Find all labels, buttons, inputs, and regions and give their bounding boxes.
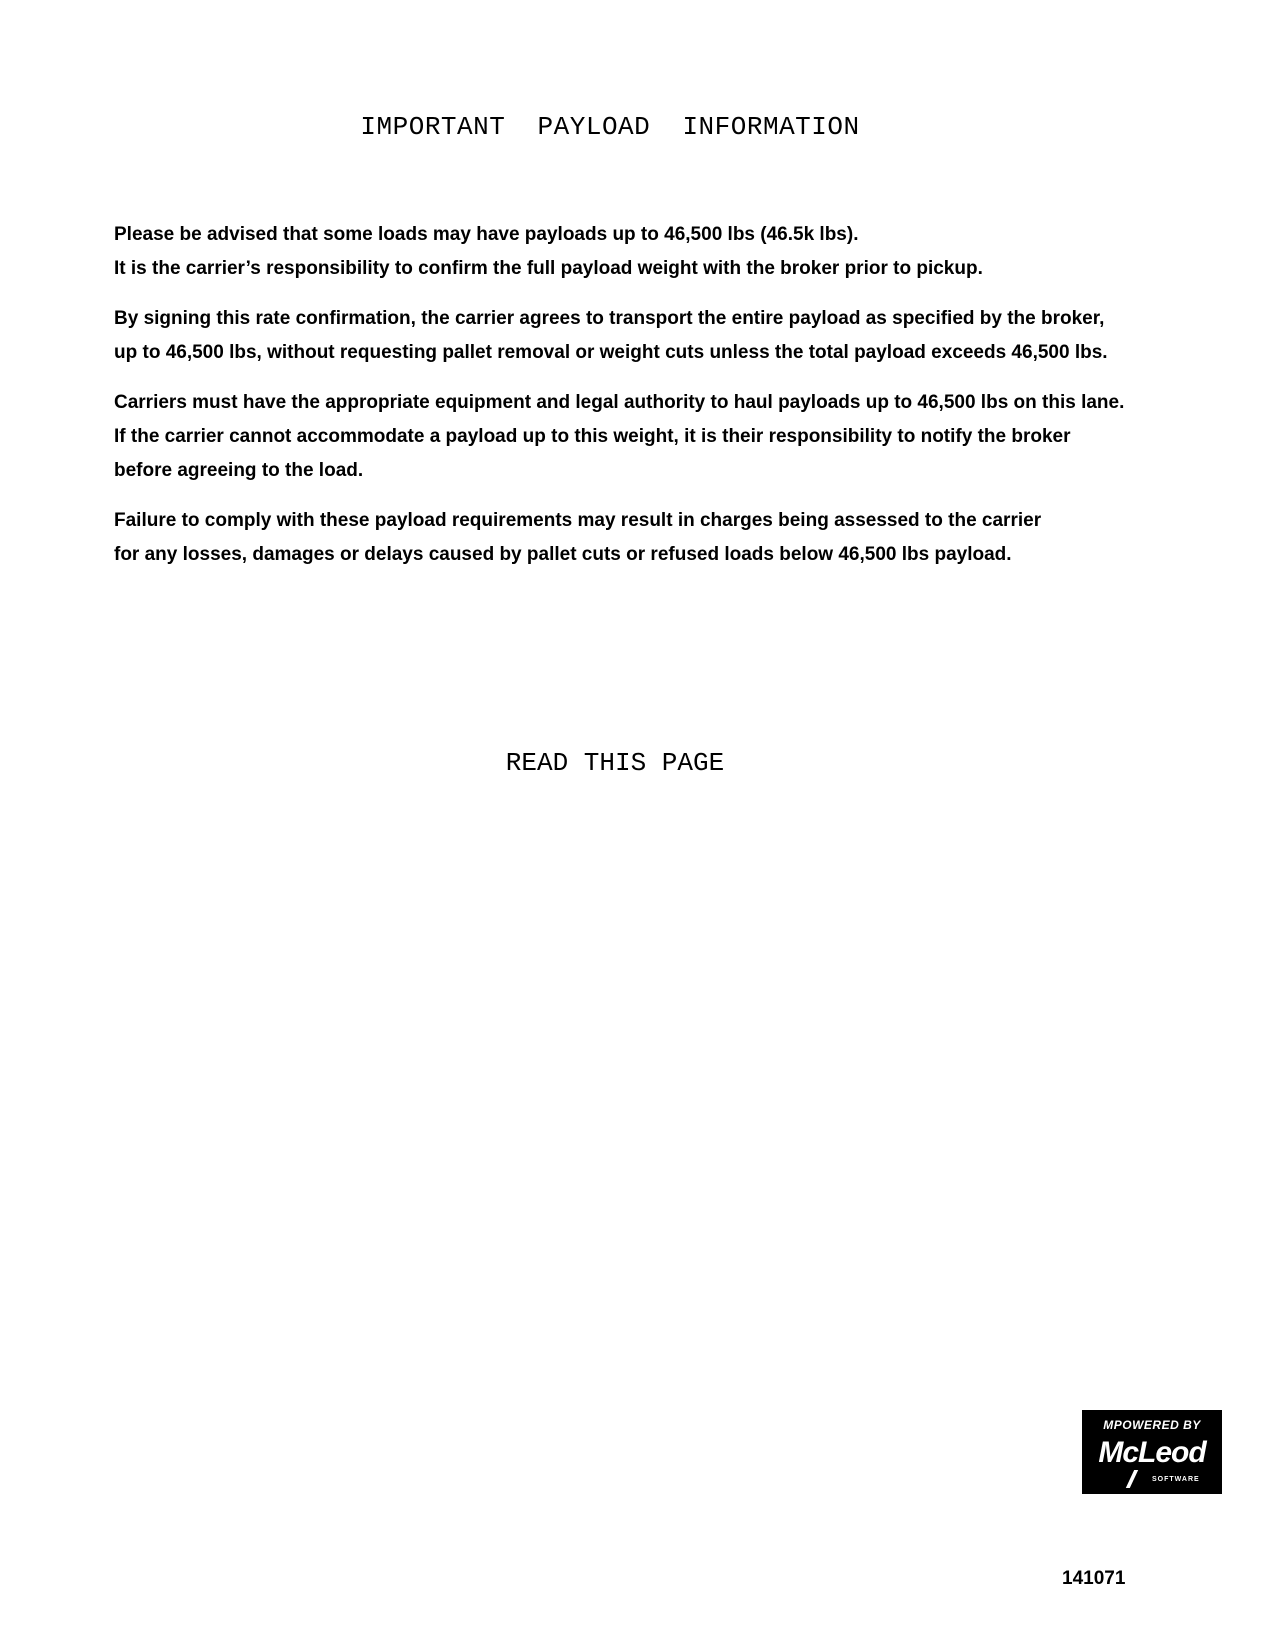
paragraph-line: If the carrier cannot accommodate a payload up to this weight, it is their responsibility to notify the broker [114,426,1071,447]
logo-brand: McLeod [1098,1436,1206,1469]
paragraph-equipment [114,386,1224,488]
paragraph-line: before agreeing to the load. [114,460,364,481]
logo-slash-mark [1126,1470,1138,1488]
logo-powered-by: MPOWERED BY [1103,1418,1201,1432]
paragraph-line: By signing this rate confirmation, the carrier agrees to transport the entire payload as specified by the broker, [114,308,1105,329]
payload-body [114,218,1224,588]
paragraph-line: It is the carrier’s responsibility to confirm the full payload weight with the broker prior to pickup. [114,258,983,279]
document-number: 141071 [1062,1568,1126,1589]
paragraph-advisory [114,218,1224,286]
read-this-page-notice: READ THIS PAGE [505,748,725,778]
page-title: IMPORTANT PAYLOAD INFORMATION [360,112,860,142]
paragraph-line: Failure to comply with these payload requirements may result in charges being assessed to the carrier [114,510,1042,531]
logo-software: SOFTWARE [1152,1476,1200,1483]
paragraph-line: for any losses, damages or delays caused by pallet cuts or refused loads below 46,500 lbs payload. [114,544,1012,565]
paragraph-penalty [114,504,1224,572]
paragraph-agreement [114,302,1224,370]
paragraph-line: up to 46,500 lbs, without requesting pallet removal or weight cuts unless the total payload exceeds 46,500 lbs. [114,342,1108,363]
paragraph-line: Please be advised that some loads may have payloads up to 46,500 lbs (46.5k lbs). [114,224,859,245]
mcleod-logo [1082,1410,1222,1494]
paragraph-line: Carriers must have the appropriate equipment and legal authority to haul payloads up to 46,500 lbs on this lane. [114,392,1125,413]
